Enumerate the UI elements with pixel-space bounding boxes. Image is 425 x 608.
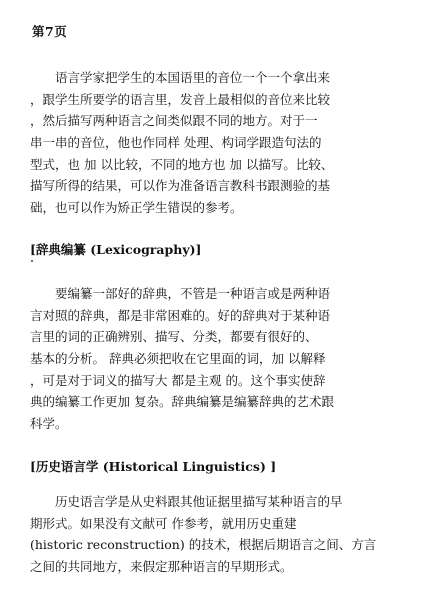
paragraph-line: 语言学家把学生的本国语里的音位一个一个拿出来: [30, 70, 331, 85]
paragraph-lexicography: [30, 283, 400, 435]
section-heading-historical-linguistics: [历史语言学 (Historical Linguistics) ]: [30, 459, 277, 474]
paragraph-line: (historic reconstruction) 的技术，根据后期语言之间、方言: [30, 537, 377, 553]
paragraph-line: 串一串的音位，他也作同样 处理、构词学跟造句法的: [30, 135, 322, 151]
paragraph-line: 典的编纂工作更加 复杂。辞典编纂是编纂辞典的艺术跟: [30, 394, 334, 410]
paragraph-line: 科学。: [30, 416, 68, 432]
paragraph-line: 历史语言学是从史料跟其他证据里描写某种语言的早: [30, 494, 343, 509]
paragraph-line: 期形式。如果没有文献可 作参考，就用历史重建: [30, 515, 297, 531]
paragraph-line: 要编纂一部好的辞典，不管是一种语言或是两种语: [30, 286, 331, 301]
paragraph-line: 础，也可以作为矫正学生错误的参考。: [30, 200, 243, 216]
paragraph-line: ，可是对于词义的描写大 都是主观 的。这个事实使辞: [30, 372, 326, 388]
paragraph-line: ，然后描写两种语言之间类似跟不同的地方。对于一: [30, 113, 318, 129]
paragraph-contrastive-analysis: [30, 67, 400, 219]
section-heading-lexicography: [辞典编纂 (Lexicography)]: [30, 242, 202, 257]
paragraph-line: 之间的共同地方，来假定那种语言的早期形式。: [30, 559, 293, 575]
page-number: 第7页: [32, 24, 68, 39]
paragraph-historical-linguistics: [30, 491, 400, 578]
stray-dot-mark: [31, 260, 33, 262]
paragraph-line: 描写所得的结果，可以作为准备语言教科书跟测验的基: [30, 178, 331, 194]
paragraph-line: 基本的分析。 辞典必须把收在它里面的词，加 以解释: [30, 351, 326, 367]
paragraph-line: 言里的词的正确辨别、描写、分类，都要有很好的、: [30, 329, 318, 345]
paragraph-line: 型式，也 加 以比较，不同的地方也 加 以描写。比较、: [30, 156, 334, 172]
paragraph-line: 言对照的辞典，都是非常困难的。好的辞典对于某种语: [30, 307, 331, 323]
paragraph-line: ，跟学生所要学的语言里，发音上最相似的音位来比较: [30, 91, 331, 107]
